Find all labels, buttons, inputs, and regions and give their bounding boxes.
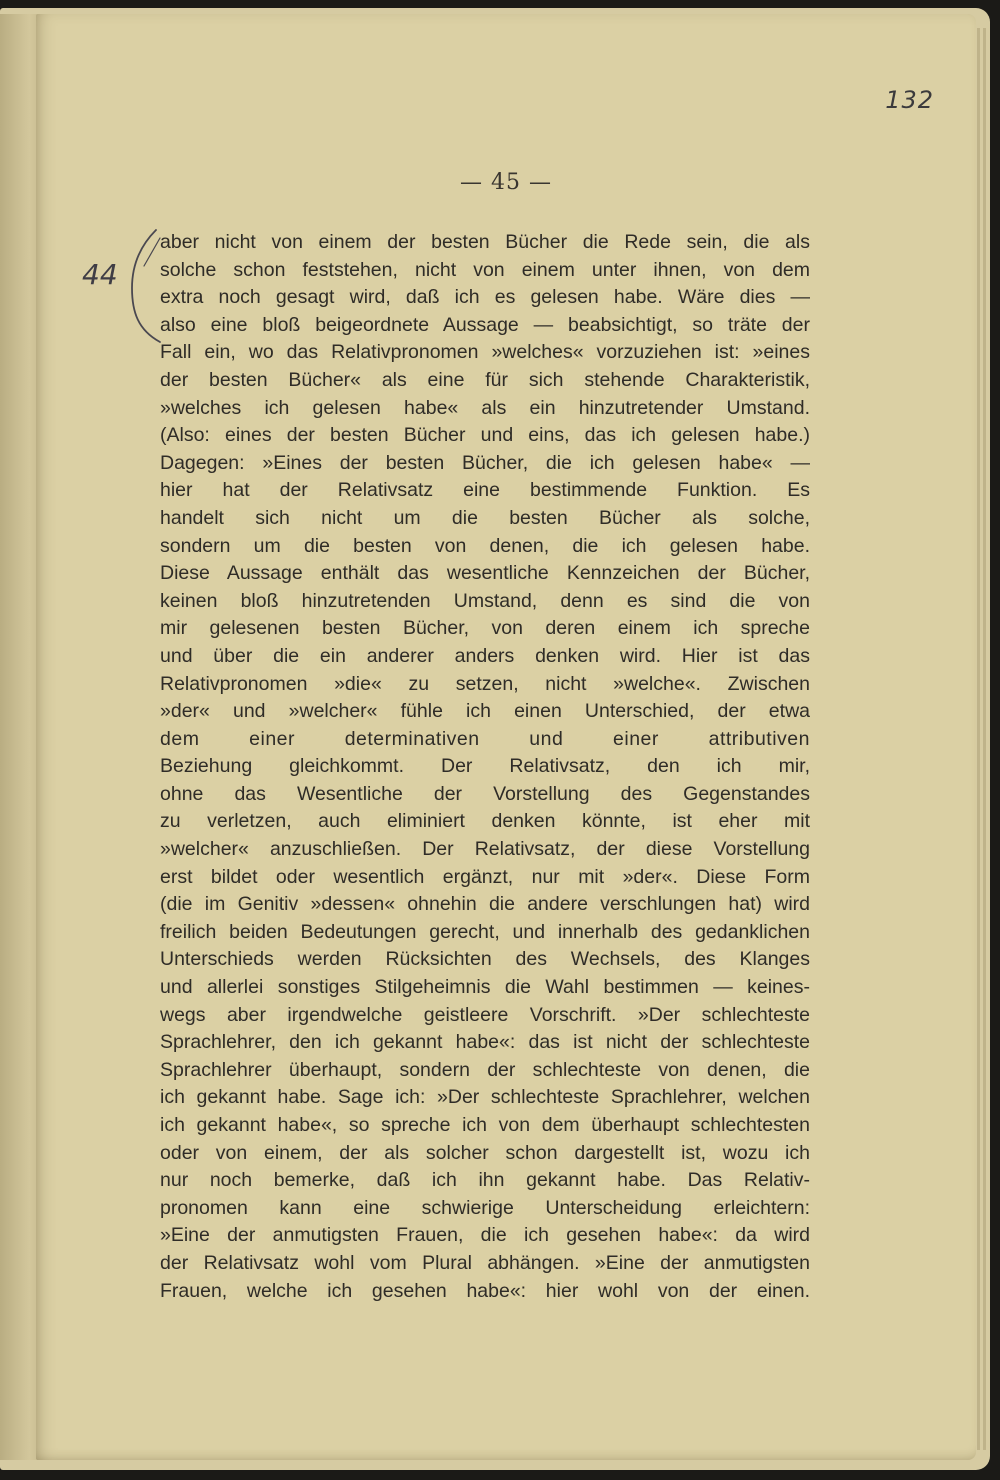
text-line: »welches ich gelesen habe« als ein hinzutretender Umstand. xyxy=(160,396,810,419)
text-line: Sprachlehrer, den ich gekannt habe«: das ist nicht der schlechteste xyxy=(160,1031,810,1054)
text-line: und allerlei sonstiges Stilgeheimnis die Wahl bestimmen — keines- xyxy=(160,976,810,999)
text-line: der besten Bücher« als eine für sich stehende Charakteristik, xyxy=(160,368,810,391)
body-text xyxy=(160,229,810,1305)
handwritten-folio-number: 132 xyxy=(885,86,934,114)
text-line: Sprachlehrer überhaupt, sondern der schlechteste von denen, die xyxy=(160,1058,810,1081)
text-line: freilich beiden Bedeutungen gerecht, und innerhalb des gedanklichen xyxy=(160,920,810,943)
text-line: erst bildet oder wesentlich ergänzt, nur mit »der«. Diese Form xyxy=(160,865,810,888)
text-line: extra noch gesagt wird, daß ich es gelesen habe. Wäre dies — xyxy=(160,286,810,309)
text-line: handelt sich nicht um die besten Bücher als solche, xyxy=(160,506,810,529)
text-line: zu verletzen, auch eliminiert denken könnte, ist eher mit xyxy=(160,810,810,833)
text-line: »der« und »welcher« fühle ich einen Unterschied, der etwa xyxy=(160,700,810,723)
text-line: Relativpronomen »die« zu setzen, nicht »welche«. Zwischen xyxy=(160,672,810,695)
text-line: »welcher« anzuschließen. Der Relativsatz, der diese Vorstellung xyxy=(160,838,810,861)
text-line: nur noch bemerke, daß ich ihn gekannt habe. Das Relativ- xyxy=(160,1169,810,1192)
text-line: und über die ein anderer anders denken wird. Hier ist das xyxy=(160,644,810,667)
text-line: ohne das Wesentliche der Vorstellung des Gegenstandes xyxy=(160,782,810,805)
text-line: ich gekannt habe«, so spreche ich von dem überhaupt schlechtesten xyxy=(160,1114,810,1136)
text-line: Beziehung gleichkommt. Der Relativsatz, den ich mir, xyxy=(160,755,810,778)
text-line: oder von einem, der als solcher schon dargestellt ist, wozu ich xyxy=(160,1141,810,1164)
text-line: dem einer determinativen und einer attributiven xyxy=(160,727,810,750)
text-line: sondern um die besten von denen, die ich gelesen habe. xyxy=(160,534,810,557)
text-line: Frauen, welche ich gesehen habe«: hier wohl von der einen. xyxy=(160,1279,810,1302)
page-edge xyxy=(983,28,986,1450)
text-line: (Also: eines der besten Bücher und eins, das ich gelesen habe.) xyxy=(160,424,810,447)
text-line: ich gekannt habe. Sage ich: »Der schlechteste Sprachlehrer, welchen xyxy=(160,1086,810,1109)
page-edge xyxy=(977,28,980,1450)
text-line: mir gelesenen besten Bücher, von deren einem ich spreche xyxy=(160,617,810,640)
text-line: also eine bloß beigeordnete Aussage — beabsichtigt, so träte der xyxy=(160,313,810,336)
text-line: Unterschieds werden Rücksichten des Wechsels, des Klanges xyxy=(160,948,810,971)
text-line: Fall ein, wo das Relativpronomen »welches« vorzuziehen ist: »eines xyxy=(160,341,810,364)
text-line: aber nicht von einem der besten Bücher die Rede sein, die als xyxy=(160,231,810,253)
text-line: solche schon feststehen, nicht von einem unter ihnen, von dem xyxy=(160,258,810,281)
text-line: Dagegen: »Eines der besten Bücher, die ich gelesen habe« — xyxy=(160,451,810,474)
handwritten-margin-note: 44 xyxy=(82,258,118,291)
text-line: »Eine der anmutigsten Frauen, die ich gesehen habe«: da wird xyxy=(160,1224,810,1247)
page-number: — 45 — xyxy=(460,170,552,195)
text-line: der Relativsatz wohl vom Plural abhängen. »Eine der anmutigsten xyxy=(160,1251,810,1274)
text-line: pronomen kann eine schwierige Unterscheidung erleichtern: xyxy=(160,1196,810,1219)
text-line: (die im Genitiv »dessen« ohnehin die andere verschlungen hat) wird xyxy=(160,893,810,916)
text-line: hier hat der Relativsatz eine bestimmende Funktion. Es xyxy=(160,479,810,502)
text-line: wegs aber irgendwelche geistleere Vorschrift. »Der schlechteste xyxy=(160,1003,810,1026)
text-line: Diese Aussage enthält das wesentliche Kennzeichen der Bücher, xyxy=(160,562,810,585)
text-line: keinen bloß hinzutretenden Umstand, denn es sind die von xyxy=(160,589,810,612)
